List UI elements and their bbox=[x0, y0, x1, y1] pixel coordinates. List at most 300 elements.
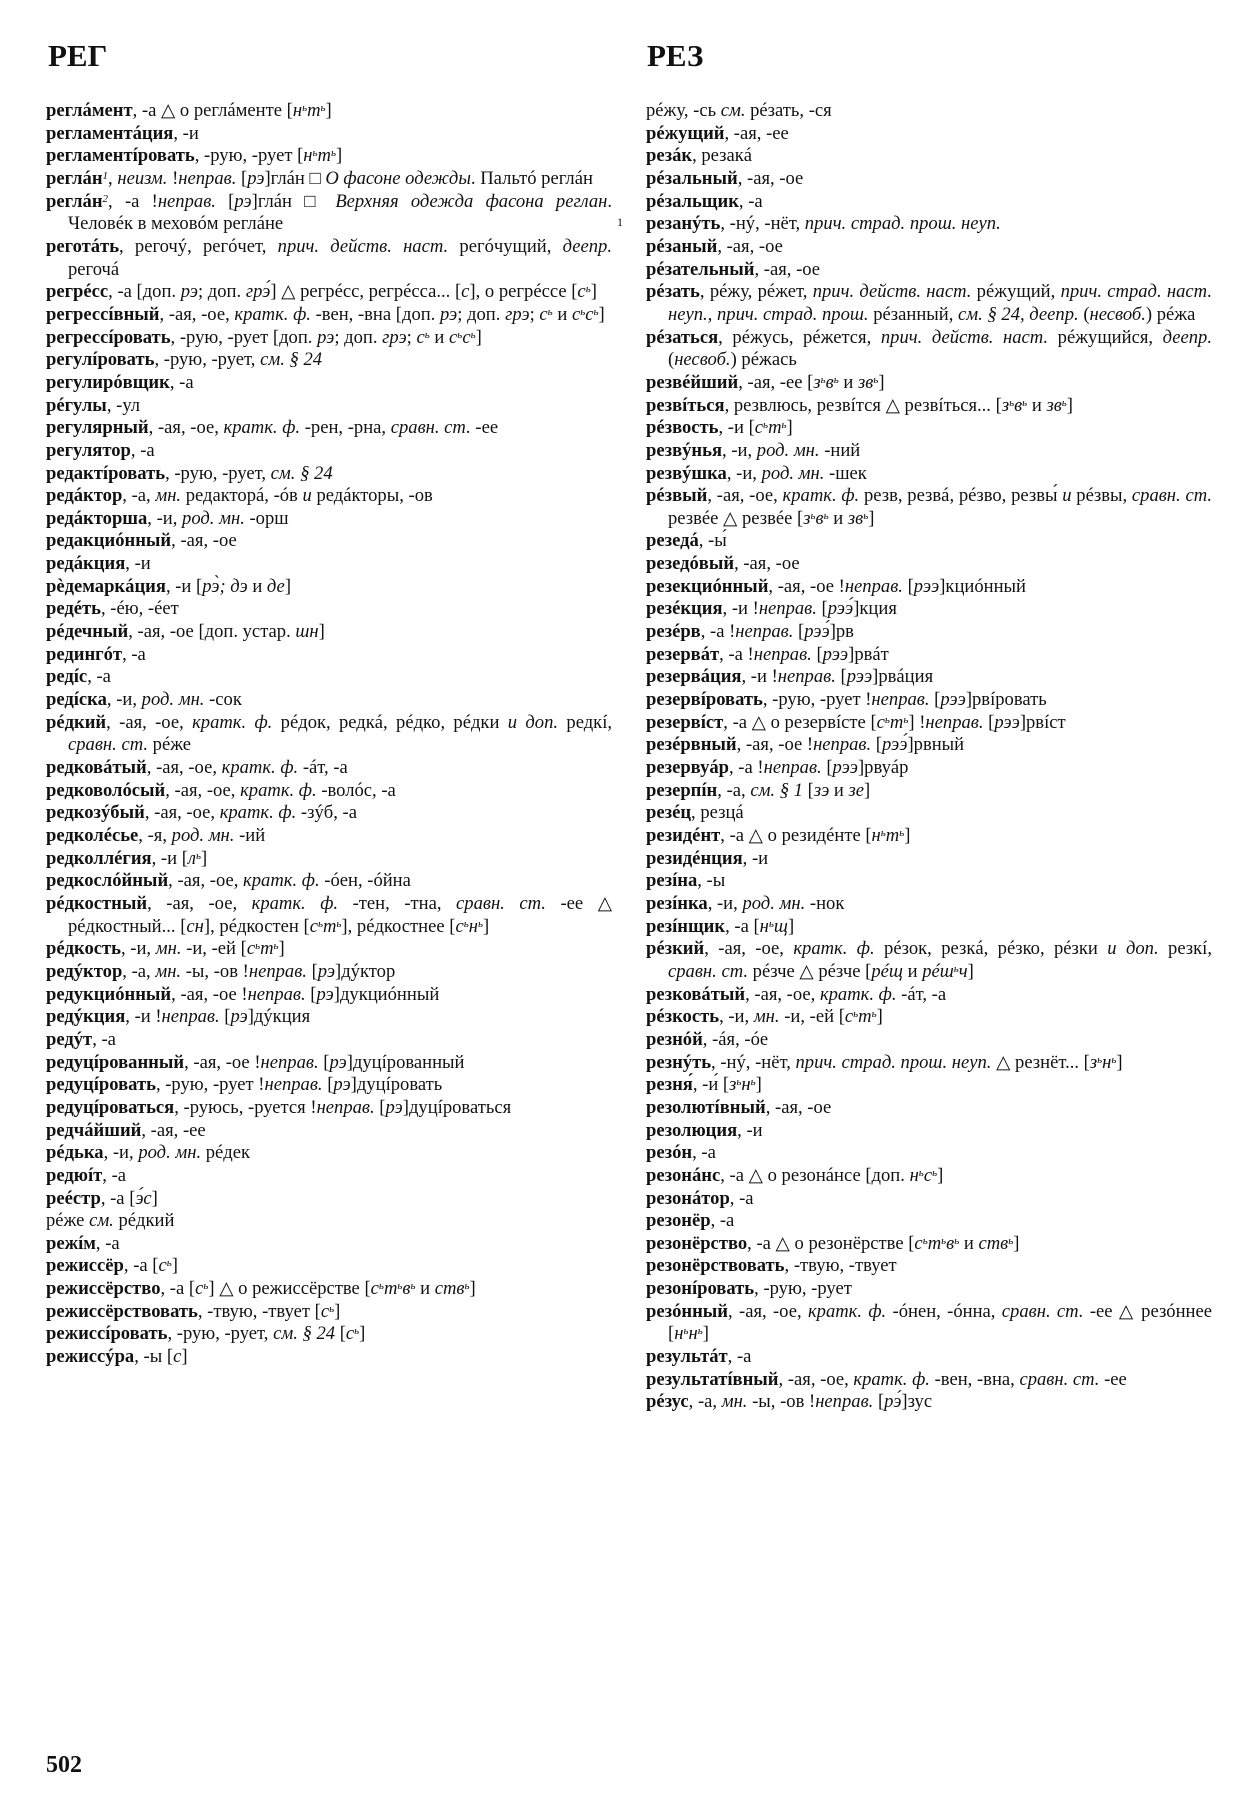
entry-text: ] bbox=[201, 847, 208, 869]
italic-label: грэ bbox=[505, 303, 530, 325]
superscript: ь bbox=[884, 713, 890, 726]
superscript: ь bbox=[810, 509, 816, 522]
entry-text: ] bbox=[325, 100, 332, 121]
headword: режиссёрство bbox=[46, 1278, 161, 1300]
dictionary-entry bbox=[646, 281, 1212, 326]
headword: редýкция bbox=[46, 1006, 126, 1028]
entry-text: , -а [ bbox=[725, 915, 760, 937]
dictionary-entry bbox=[646, 530, 1212, 553]
italic-label: грэ́ bbox=[245, 281, 271, 303]
dictionary-entry bbox=[46, 598, 612, 621]
entry-text: , -ая, -ое, bbox=[148, 417, 224, 439]
entry-text: -и, -ей [ bbox=[181, 938, 247, 960]
italic-label: род. мн. bbox=[138, 1142, 202, 1164]
italic-label: кратк. ф. bbox=[251, 892, 339, 914]
entry-text: [ bbox=[983, 711, 995, 733]
entry-text: -óен, -óйна bbox=[319, 870, 411, 892]
entry-text: -сок bbox=[204, 689, 242, 711]
entry-text: редкí, bbox=[558, 711, 613, 733]
entry-text: , -ая, -ее bbox=[141, 1119, 206, 1141]
entry-text: -тен, -тна, bbox=[338, 892, 457, 914]
entry-text: ] bbox=[334, 1300, 341, 1322]
entry-text: рéдек bbox=[201, 1142, 251, 1164]
dictionary-entry bbox=[46, 621, 612, 644]
italic-label: с bbox=[571, 303, 581, 325]
dictionary-entry bbox=[646, 621, 1212, 644]
entry-text: -ее △ рéдкостный... [ bbox=[68, 892, 612, 937]
italic-label: сн bbox=[186, 915, 204, 937]
entry-text: , -и, bbox=[707, 892, 743, 914]
superscript: ь bbox=[918, 1166, 924, 1179]
superscript: ь bbox=[922, 1234, 928, 1247]
entry-text: , -ая, -ое [доп. устар. bbox=[128, 621, 296, 643]
headword: режиссёр bbox=[46, 1255, 124, 1277]
headword: редáктор bbox=[46, 485, 123, 507]
dictionary-entry bbox=[646, 1255, 1212, 1278]
italic-label: сравн. ст. bbox=[68, 734, 148, 756]
entry-text: [ bbox=[873, 1391, 885, 1413]
entry-text: , -ая, -ое ! bbox=[184, 1051, 261, 1073]
dictionary-entry bbox=[46, 168, 612, 191]
superscript: ь bbox=[697, 1325, 703, 1338]
headword: рѐдемаркáция bbox=[46, 575, 166, 597]
entry-text: ] bbox=[1066, 394, 1073, 416]
entry-text: , резакá bbox=[692, 145, 753, 167]
entry-text: , -áя, -óе bbox=[702, 1028, 769, 1050]
superscript: ь bbox=[823, 509, 829, 522]
entry-text: , -и, bbox=[722, 439, 757, 461]
entry-text: , -ая, -ое, bbox=[146, 757, 222, 779]
italic-label: рэ bbox=[234, 190, 252, 212]
dictionary-entry bbox=[46, 123, 612, 146]
italic-label: т bbox=[768, 417, 782, 439]
italic-label: в bbox=[815, 507, 824, 529]
entry-text: рéдкий bbox=[113, 1210, 175, 1232]
headword: режиссёрствовать bbox=[46, 1300, 198, 1322]
dictionary-entry bbox=[646, 123, 1212, 146]
entry-text: ] bbox=[876, 1006, 883, 1028]
headword: результáт bbox=[646, 1346, 728, 1368]
italic-label: неправ. bbox=[815, 1391, 874, 1413]
italic-label: и bbox=[1062, 485, 1072, 507]
dictionary-entry bbox=[46, 984, 612, 1007]
entry-text: ]дýктор bbox=[335, 960, 396, 982]
italic-label: неправ. bbox=[753, 643, 812, 665]
italic-label: з bbox=[1089, 1051, 1098, 1073]
italic-label: ч bbox=[958, 960, 968, 982]
headword: резервуáр bbox=[646, 757, 729, 779]
italic-label: с bbox=[370, 1278, 379, 1300]
headword: редуцíрованный bbox=[46, 1051, 185, 1073]
entry-text: , -а [ bbox=[123, 1255, 159, 1277]
entry-text: [ bbox=[816, 598, 828, 620]
italic-label: с bbox=[455, 915, 464, 937]
entry-text: -ее bbox=[1099, 1368, 1127, 1390]
superscript: ь bbox=[464, 1280, 470, 1293]
superscript: ь bbox=[547, 305, 553, 318]
dictionary-entry bbox=[646, 372, 1212, 395]
headword: результатíвный bbox=[646, 1368, 779, 1390]
entry-text: , -ая, -ее [ bbox=[738, 371, 814, 393]
italic-label: л bbox=[187, 847, 196, 869]
entry-text: ] bbox=[967, 960, 974, 982]
headword: резвýшка bbox=[646, 462, 727, 484]
italic-label: неправ. bbox=[157, 190, 216, 212]
italic-label: кратк. ф. bbox=[219, 802, 297, 824]
headword: резонáтор bbox=[646, 1187, 730, 1209]
headword: реглáн bbox=[46, 167, 103, 189]
entry-text: ; bbox=[406, 326, 417, 348]
entry-text: -зýб, -а bbox=[296, 802, 357, 824]
italic-label: род. мн. bbox=[756, 439, 820, 461]
superscript: ь bbox=[203, 1280, 209, 1293]
entry-text: [ bbox=[821, 757, 833, 779]
entry-text: , -и́ [ bbox=[692, 1074, 730, 1096]
entry-text: , -и bbox=[173, 122, 199, 144]
dictionary-entry bbox=[646, 236, 1212, 259]
entry-text: , -ая, -ое, bbox=[165, 779, 241, 801]
dictionary-entry bbox=[646, 916, 1212, 939]
entry-text: регочá bbox=[68, 258, 120, 280]
dictionary-entry bbox=[646, 1029, 1212, 1052]
entry-text: , -я, bbox=[138, 825, 172, 846]
headword: рéдкостный bbox=[46, 892, 148, 914]
dictionary-entry bbox=[46, 281, 612, 304]
dictionary-entry bbox=[46, 1006, 612, 1029]
entry-text: ; доп. bbox=[334, 326, 383, 348]
entry-text: , -а bbox=[169, 371, 194, 393]
headword: рéдечный bbox=[46, 621, 129, 643]
italic-label: рэ bbox=[329, 1051, 347, 1073]
superscript: ь bbox=[863, 509, 869, 522]
entry-text: , -твую, -твует bbox=[784, 1255, 897, 1277]
headword: редуцíроваться bbox=[46, 1096, 175, 1118]
headword: режиссýра bbox=[46, 1346, 135, 1368]
entry-text: ]дýкция bbox=[247, 1006, 311, 1028]
dictionary-entry bbox=[646, 666, 1212, 689]
dictionary-entry bbox=[46, 349, 612, 372]
entry-text: , -и [ bbox=[151, 847, 188, 869]
entry-text: [ bbox=[802, 779, 814, 801]
headword: резервíст bbox=[646, 711, 724, 733]
entry-text: , -ул bbox=[106, 394, 141, 416]
superscript: ь bbox=[580, 305, 586, 318]
italic-label: з bbox=[1001, 394, 1010, 416]
headword: рéгулы bbox=[46, 394, 107, 416]
headword: рéжущий bbox=[646, 122, 725, 144]
italic-label: н bbox=[674, 1323, 684, 1345]
entry-text: и bbox=[1027, 394, 1047, 416]
superscript: ь bbox=[1009, 396, 1015, 409]
dictionary-entry bbox=[646, 1346, 1212, 1369]
entry-text: и bbox=[829, 779, 849, 801]
headword: редюíт bbox=[46, 1164, 103, 1186]
entry-text: , -рую, -рует bbox=[754, 1278, 852, 1300]
entry-text: -ний bbox=[819, 439, 861, 461]
superscript: ь bbox=[477, 917, 483, 930]
headword: рéзальный bbox=[646, 167, 738, 189]
italic-label: с bbox=[585, 303, 594, 325]
italic-label: мн. bbox=[155, 485, 182, 507]
italic-label: с bbox=[539, 303, 548, 325]
italic-label: прич. страд. прош. неуп. bbox=[795, 1051, 992, 1073]
italic-label: неправ. bbox=[925, 711, 984, 733]
italic-label: н bbox=[741, 1074, 751, 1096]
entry-text: ) рéжа bbox=[1145, 303, 1196, 325]
entry-text: , регочý, регóчет, bbox=[119, 235, 278, 257]
entry-text: , резцá bbox=[691, 802, 744, 824]
italic-label: см. § 24 bbox=[273, 1323, 336, 1345]
italic-label: т bbox=[317, 145, 331, 167]
headword: регулíровать bbox=[46, 349, 155, 371]
italic-label: род. мн. bbox=[171, 825, 235, 846]
headword: рéзаться bbox=[646, 326, 719, 348]
headword: резéрвный bbox=[646, 734, 737, 756]
entry-text: , -и [ bbox=[165, 575, 203, 597]
entry-text: ! bbox=[167, 167, 179, 189]
dictionary-entry bbox=[46, 1165, 612, 1188]
dictionary-entry bbox=[46, 666, 612, 689]
entry-text: , -ая, -ое, bbox=[168, 870, 244, 892]
entry-text: и bbox=[828, 507, 848, 529]
superscript: ь bbox=[317, 917, 323, 930]
dictionary-entry bbox=[646, 1165, 1212, 1188]
entry-text: , -а bbox=[130, 439, 155, 461]
entry-text: , -а △ о резонáнсе [доп. bbox=[720, 1164, 910, 1186]
entry-text: , -ая, -ое bbox=[717, 235, 783, 257]
headword: резóн bbox=[646, 1142, 693, 1164]
superscript: ь bbox=[593, 305, 599, 318]
italic-label: прич. действ. наст. bbox=[880, 326, 1049, 348]
entry-text: рéзать, -ся bbox=[745, 100, 832, 121]
entry-text: , -рую, -рует ! bbox=[155, 1074, 265, 1096]
entry-text: , -и ! bbox=[125, 1006, 162, 1028]
italic-label: с bbox=[462, 326, 471, 348]
italic-label: с bbox=[461, 281, 470, 303]
dictionary-entry bbox=[646, 1210, 1212, 1233]
superscript: ь bbox=[871, 1008, 877, 1021]
entry-text: ] bbox=[284, 575, 292, 597]
italic-label: рэ bbox=[316, 983, 334, 1005]
entry-text: , -и ! bbox=[741, 666, 778, 688]
entry-text: [ bbox=[335, 1323, 346, 1345]
italic-label: неправ. bbox=[813, 734, 872, 756]
entry-text: резвéе △ резвéе [ bbox=[668, 507, 804, 529]
italic-label: рэ̀; дэ bbox=[202, 575, 248, 597]
entry-text: рéзанный, bbox=[868, 303, 959, 325]
italic-label: и bbox=[302, 485, 312, 507]
italic-label: неправ. bbox=[735, 621, 794, 643]
entry-text: , -ая, -ое, bbox=[147, 892, 252, 914]
entry-text: , -нý, -нёт, bbox=[711, 1051, 796, 1073]
italic-label: прич. страд. прош. неуп. bbox=[804, 213, 1001, 235]
headword: резíнщик bbox=[646, 915, 726, 937]
italic-label: кратк. ф. bbox=[782, 485, 860, 507]
headword: резонíровать bbox=[646, 1278, 755, 1300]
entry-text: , -рую, -рует, bbox=[165, 462, 271, 484]
dictionary-entry bbox=[46, 553, 612, 576]
headword: редингóт bbox=[46, 643, 123, 665]
entry-text: , -а △ о реглáменте [ bbox=[132, 100, 293, 121]
entry-text: -волóс, -а bbox=[316, 779, 396, 801]
dictionary-entry bbox=[646, 689, 1212, 712]
italic-label: рээ bbox=[822, 643, 849, 665]
entry-text: -áт, -а bbox=[896, 983, 947, 1005]
italic-label: з bbox=[729, 1074, 737, 1096]
dictionary-entry bbox=[646, 984, 1212, 1007]
entry-text: , -а △ о резидéнте [ bbox=[720, 825, 872, 846]
headword: редкослóйный bbox=[46, 870, 169, 892]
italic-label: с bbox=[844, 1006, 854, 1028]
entry-text: ] bbox=[590, 281, 597, 303]
entry-text: , -а bbox=[727, 1346, 752, 1368]
dictionary-entry bbox=[46, 893, 612, 938]
dictionary-entry bbox=[46, 802, 612, 825]
entry-text: , -ая, -ое ! bbox=[736, 734, 814, 756]
headword: резéц bbox=[646, 802, 692, 824]
entry-text: , -а bbox=[87, 666, 111, 688]
superscript: ь bbox=[954, 1234, 960, 1247]
entry-text: ] bbox=[937, 1164, 944, 1186]
entry-text: [ bbox=[374, 1096, 386, 1118]
entry-text: ]рв bbox=[829, 621, 854, 643]
italic-label: рээ bbox=[994, 711, 1020, 733]
superscript: ь bbox=[683, 1325, 689, 1338]
italic-label: и доп. bbox=[1107, 938, 1159, 960]
headword: редýктор bbox=[46, 960, 123, 982]
italic-label: рэ bbox=[385, 1096, 403, 1118]
italic-label: т bbox=[260, 938, 274, 960]
headword: реéстр bbox=[46, 1187, 101, 1209]
entry-text: ]глáн □ bbox=[264, 167, 326, 189]
italic-label: О фасоне одежды bbox=[325, 167, 471, 189]
superscript: ь bbox=[378, 1280, 384, 1293]
entry-text: [ bbox=[902, 575, 914, 597]
entry-text: , -ая, -ое, bbox=[144, 802, 220, 824]
entry-text: -ее bbox=[470, 417, 499, 439]
entry-text: [ bbox=[306, 960, 318, 982]
headword: регулярный bbox=[46, 417, 149, 439]
italic-label: н bbox=[292, 100, 303, 121]
entry-text: и bbox=[902, 960, 923, 982]
italic-label: т bbox=[889, 711, 904, 733]
entry-text: ] bbox=[878, 371, 885, 393]
headword: редáкторша bbox=[46, 507, 148, 529]
italic-label: в bbox=[825, 371, 834, 393]
headword: резвíться bbox=[646, 394, 725, 416]
italic-label: рэ bbox=[317, 326, 335, 348]
italic-label: н bbox=[909, 1164, 919, 1186]
dictionary-entry bbox=[646, 1188, 1212, 1211]
headword: редактíровать bbox=[46, 462, 166, 484]
entry-text: [ bbox=[219, 1006, 231, 1028]
superscript: ь bbox=[899, 827, 905, 839]
italic-label: рéш bbox=[922, 960, 954, 982]
headword: резолюция bbox=[646, 1119, 738, 1141]
superscript: ь bbox=[410, 1280, 416, 1293]
entry-text: , -и bbox=[737, 1119, 763, 1141]
italic-label: с bbox=[449, 326, 458, 348]
entry-text: ; bbox=[529, 303, 540, 325]
entry-text: ]дуцíрованный bbox=[346, 1051, 465, 1073]
dictionary-entry bbox=[46, 304, 612, 327]
headword: режиссíровать bbox=[46, 1323, 168, 1345]
entry-text: ( bbox=[668, 349, 675, 371]
headword: редуцíровать bbox=[46, 1074, 156, 1096]
entry-text: ] bbox=[359, 1323, 366, 1345]
headword: резнýть bbox=[646, 1051, 712, 1073]
headword: редíс bbox=[46, 666, 88, 688]
entry-text: , -ы [ bbox=[134, 1346, 174, 1368]
entry-text: . Пальтó реглáн bbox=[470, 167, 593, 189]
italic-label: с bbox=[246, 938, 256, 960]
dictionary-entry bbox=[646, 1369, 1212, 1392]
headword: редýт bbox=[46, 1028, 93, 1050]
entry-text: рéзвы, bbox=[1071, 485, 1132, 507]
dictionary-entry bbox=[46, 1233, 612, 1256]
entry-text: и bbox=[247, 575, 267, 597]
superscript: ь bbox=[330, 147, 336, 160]
italic-label: зв bbox=[847, 507, 864, 529]
dictionary-entry bbox=[646, 168, 1212, 191]
entry-text: , -и, bbox=[726, 462, 762, 484]
italic-label: неправ. bbox=[763, 757, 822, 779]
italic-label: неправ. bbox=[871, 689, 930, 711]
italic-label: т bbox=[307, 100, 321, 121]
dictionary-entry bbox=[46, 961, 612, 984]
entry-text: , -и, bbox=[103, 1142, 139, 1164]
headword: резедá bbox=[646, 530, 699, 552]
entry-text: резкí, bbox=[1158, 938, 1212, 960]
headword: рéзкость bbox=[646, 1006, 720, 1028]
headword: редколлéгия bbox=[46, 847, 152, 869]
italic-label: рэ bbox=[230, 1006, 248, 1028]
entry-text: ] bbox=[1116, 1051, 1123, 1073]
superscript: ь bbox=[463, 917, 469, 930]
entry-text: ] bbox=[171, 1255, 178, 1277]
dictionary-entry bbox=[646, 893, 1212, 916]
headword: резонёрствовать bbox=[646, 1255, 785, 1277]
headword: резковáтый bbox=[646, 983, 746, 1005]
italic-label: н bbox=[759, 915, 769, 937]
entry-text: , -и, bbox=[147, 507, 183, 529]
superscript: ь bbox=[255, 940, 261, 953]
italic-label: кратк. ф. bbox=[807, 1300, 887, 1322]
entry-text: -óнен, -óнна, bbox=[886, 1300, 1002, 1322]
dictionary-entry bbox=[46, 395, 612, 418]
headword: реглáн bbox=[46, 190, 103, 212]
italic-label: рэ́ bbox=[884, 1391, 902, 1413]
dictionary-entry bbox=[646, 848, 1212, 871]
entry-text: и bbox=[552, 303, 572, 325]
italic-label: н bbox=[688, 1323, 698, 1345]
entry-text: -ы, -ов ! bbox=[181, 960, 249, 982]
entry-text: , -ая, -ое ! bbox=[768, 575, 845, 597]
italic-label: кратк. ф. bbox=[221, 757, 299, 779]
superscript: ь bbox=[1097, 1053, 1103, 1066]
headword: резедóвый bbox=[646, 553, 735, 575]
dictionary-entry bbox=[646, 712, 1212, 735]
italic-label: зэ bbox=[813, 779, 830, 801]
italic-label: прич. страд. наст. неуп., прич. страд. прош. bbox=[668, 281, 1212, 325]
superscript: ь bbox=[585, 283, 591, 296]
headword: резáк bbox=[646, 145, 693, 167]
entry-text: , -твую, -твует [ bbox=[197, 1300, 321, 1322]
headword: резвýнья bbox=[646, 439, 723, 461]
entry-text: ] ! bbox=[908, 711, 926, 733]
italic-label: с bbox=[876, 711, 885, 733]
entry-text: , -ая, -ое, bbox=[106, 711, 193, 733]
